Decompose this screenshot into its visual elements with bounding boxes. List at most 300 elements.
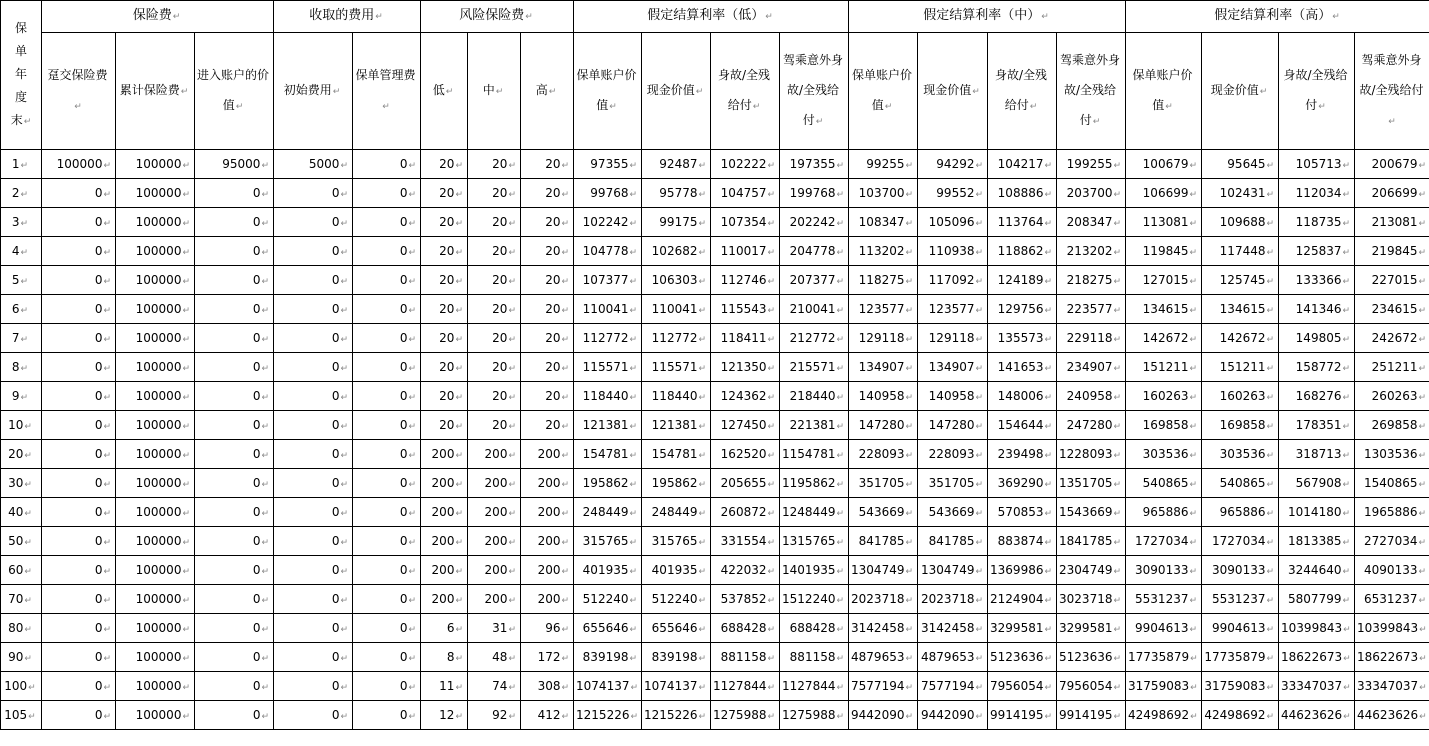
paragraph-mark: ↵ (340, 335, 348, 345)
paragraph-mark: ↵ (508, 422, 516, 432)
cell-value: 169858 (1219, 418, 1266, 432)
table-cell (711, 353, 780, 382)
cell-value: 160263 (1142, 389, 1189, 403)
cell-value: 1351705 (1059, 476, 1113, 490)
paragraph-mark: ↵ (1266, 364, 1275, 374)
cell-value: 11 (439, 679, 455, 693)
paragraph-mark: ↵ (508, 393, 516, 403)
header-low-accident-benefit: 驾乘意外身故/全残给付↵ (780, 33, 849, 150)
table-cell (195, 614, 274, 643)
paragraph-mark: ↵ (340, 625, 348, 635)
cell-value: 543669 (928, 505, 975, 519)
paragraph-mark: ↵ (455, 422, 463, 432)
paragraph-mark: ↵ (767, 277, 776, 287)
paragraph-mark: ↵ (1113, 451, 1122, 461)
cell-value: 20 (545, 157, 561, 171)
table-cell (574, 353, 642, 382)
table-cell (642, 527, 711, 556)
cell-value: 20 (545, 186, 561, 200)
table-cell (421, 266, 468, 295)
cell-value: 99552 (936, 186, 975, 200)
cell-value: 8 (11, 360, 20, 374)
paragraph-mark: ↵ (24, 654, 32, 664)
table-cell (918, 498, 988, 527)
cell-value: 0 (252, 244, 261, 258)
cell-value: 102222 (720, 157, 767, 171)
cell-value: 228093 (858, 447, 905, 461)
table-cell (353, 556, 421, 585)
table-cell (711, 266, 780, 295)
table-cell (1126, 498, 1202, 527)
paragraph-mark: ↵ (561, 596, 570, 606)
paragraph-mark: ↵ (629, 277, 638, 287)
paragraph-mark: ↵ (836, 248, 845, 258)
table-cell (574, 295, 642, 324)
paragraph-mark: ↵ (767, 480, 776, 490)
paragraph-mark: ↵ (182, 219, 190, 229)
table-cell (274, 614, 353, 643)
cell-value: 195862 (582, 476, 629, 490)
paragraph-mark: ↵ (698, 596, 707, 606)
table-cell (574, 179, 642, 208)
table-cell (574, 382, 642, 411)
cell-value: 204778 (789, 244, 836, 258)
table-cell (711, 208, 780, 237)
cell-value: 213081 (1371, 215, 1418, 229)
table-cell (274, 324, 353, 353)
paragraph-mark: ↵ (1190, 712, 1198, 722)
header-mid-death-benefit: 身故/全残给付↵ (988, 33, 1057, 150)
table-cell (353, 411, 421, 440)
table-row (1, 324, 1429, 353)
table-cell (1057, 469, 1126, 498)
cell-value: 110041 (582, 302, 629, 316)
paragraph-mark: ↵ (24, 625, 32, 635)
table-cell (918, 614, 988, 643)
table-cell (918, 266, 988, 295)
paragraph-mark: ↵ (1266, 567, 1275, 577)
cell-value: 570853 (997, 505, 1044, 519)
table-cell (195, 585, 274, 614)
paragraph-mark: ↵ (1189, 364, 1198, 374)
paragraph-mark: ↵ (1342, 190, 1351, 200)
table-cell (918, 585, 988, 614)
cell-value: 100000 (135, 273, 182, 287)
cell-value: 20 (439, 273, 455, 287)
paragraph-mark: ↵ (836, 451, 845, 461)
cell-value: 881158 (720, 650, 767, 664)
table-cell (468, 701, 521, 730)
cell-value: 123577 (858, 302, 905, 316)
paragraph-mark: ↵ (103, 596, 111, 606)
cell-value: 1512240 (782, 592, 836, 606)
table-cell (918, 324, 988, 353)
table-cell (988, 266, 1057, 295)
cell-value: 0 (94, 418, 103, 432)
table-cell (1355, 353, 1429, 382)
table-row (1, 411, 1429, 440)
policy-year-cell (1, 324, 42, 353)
table-cell (1126, 469, 1202, 498)
table-cell (918, 556, 988, 585)
cell-value: 12 (439, 708, 455, 722)
cell-value: 4 (11, 244, 20, 258)
cell-value: 134907 (928, 360, 975, 374)
cell-value: 229118 (1066, 331, 1113, 345)
table-cell (1057, 556, 1126, 585)
paragraph-mark: ↵ (975, 219, 984, 229)
cell-value: 0 (252, 563, 261, 577)
table-row (1, 150, 1429, 179)
table-cell (1279, 237, 1355, 266)
paragraph-mark: ↵ (905, 654, 914, 664)
table-cell (353, 614, 421, 643)
cell-value: 118862 (997, 244, 1044, 258)
cell-value: 100000 (135, 157, 182, 171)
cell-value: 200 (484, 447, 508, 461)
paragraph-mark: ↵ (836, 567, 845, 577)
cell-value: 121381 (582, 418, 629, 432)
paragraph-mark: ↵ (261, 509, 269, 519)
paragraph-mark: ↵ (975, 393, 984, 403)
cell-value: 199255 (1066, 157, 1113, 171)
table-cell (1279, 353, 1355, 382)
cell-value: 100000 (135, 418, 182, 432)
paragraph-mark: ↵ (767, 248, 776, 258)
cell-value: 44623626 (1357, 708, 1419, 722)
cell-value: 103700 (858, 186, 905, 200)
paragraph-mark: ↵ (1418, 509, 1427, 519)
table-cell (780, 179, 849, 208)
cell-value: 3244640 (1288, 563, 1342, 577)
table-cell (353, 237, 421, 266)
header-mid-rate-group: 假定结算利率（中）↵ (849, 1, 1126, 33)
cell-value: 221381 (789, 418, 836, 432)
paragraph-mark: ↵ (340, 538, 348, 548)
paragraph-mark: ↵ (340, 567, 348, 577)
table-cell (521, 469, 574, 498)
paragraph-mark: ↵ (103, 364, 111, 374)
paragraph-mark: ↵ (698, 422, 707, 432)
table-cell (849, 440, 918, 469)
paragraph-mark: ↵ (340, 509, 348, 519)
paragraph-mark: ↵ (340, 596, 348, 606)
cell-value: 1304749 (851, 563, 905, 577)
table-cell (521, 150, 574, 179)
cell-value: 100000 (135, 563, 182, 577)
table-cell (468, 643, 521, 672)
cell-value: 100000 (135, 244, 182, 258)
table-cell (274, 295, 353, 324)
cell-value: 0 (331, 302, 340, 316)
paragraph-mark: ↵ (561, 625, 570, 635)
table-cell (988, 556, 1057, 585)
cell-value: 0 (252, 215, 261, 229)
table-cell (274, 498, 353, 527)
cell-value: 112746 (720, 273, 767, 287)
paragraph-mark: ↵ (836, 364, 845, 374)
cell-value: 20 (439, 215, 455, 229)
table-cell (1126, 324, 1202, 353)
paragraph-mark: ↵ (1342, 393, 1351, 403)
table-cell (849, 208, 918, 237)
paragraph-mark: ↵ (340, 393, 348, 403)
paragraph-mark: ↵ (261, 306, 269, 316)
paragraph-mark: ↵ (455, 161, 463, 171)
paragraph-mark: ↵ (836, 683, 845, 693)
policy-year-cell (1, 672, 42, 701)
paragraph-mark: ↵ (508, 625, 516, 635)
cell-value: 205655 (720, 476, 767, 490)
cell-value: 106303 (651, 273, 698, 287)
paragraph-mark: ↵ (1418, 393, 1427, 403)
cell-value: 227015 (1371, 273, 1418, 287)
cell-value: 540865 (1219, 476, 1266, 490)
paragraph-mark: ↵ (1343, 654, 1351, 664)
table-cell (574, 324, 642, 353)
table-cell (195, 237, 274, 266)
table-cell (421, 440, 468, 469)
table-cell (468, 469, 521, 498)
cell-value: 0 (252, 679, 261, 693)
table-cell (521, 179, 574, 208)
table-cell (1279, 556, 1355, 585)
cell-value: 117448 (1219, 244, 1266, 258)
table-cell (1126, 382, 1202, 411)
cell-value: 0 (331, 679, 340, 693)
table-cell (574, 643, 642, 672)
table-cell (849, 382, 918, 411)
cell-value: 0 (94, 215, 103, 229)
paragraph-mark: ↵ (1044, 538, 1053, 548)
year-char: 末↵ (10, 112, 32, 127)
table-cell (1202, 614, 1279, 643)
cell-value: 0 (252, 505, 261, 519)
paragraph-mark: ↵ (508, 654, 516, 664)
paragraph-mark: ↵ (1044, 219, 1053, 229)
paragraph-mark: ↵ (1419, 712, 1427, 722)
paragraph-mark: ↵ (24, 509, 32, 519)
table-cell (642, 411, 711, 440)
paragraph-mark: ↵ (408, 190, 416, 200)
table-cell (1126, 527, 1202, 556)
paragraph-mark: ↵ (1113, 509, 1122, 519)
cell-value: 1127844 (782, 679, 836, 693)
paragraph-mark: ↵ (905, 683, 914, 693)
table-cell (116, 179, 195, 208)
cell-value: 17735879 (1128, 650, 1190, 664)
paragraph-mark: ↵ (455, 393, 463, 403)
paragraph-mark: ↵ (455, 248, 463, 258)
header-high-rate-group: 假定结算利率（高）↵ (1126, 1, 1429, 33)
table-cell (1126, 701, 1202, 730)
paragraph-mark: ↵ (629, 335, 638, 345)
table-cell (421, 498, 468, 527)
paragraph-mark: ↵ (182, 248, 190, 258)
paragraph-mark: ↵ (1189, 219, 1198, 229)
table-cell (1057, 614, 1126, 643)
cell-value: 4879653 (921, 650, 975, 664)
cell-value: 251211 (1371, 360, 1418, 374)
paragraph-mark: ↵ (408, 509, 416, 519)
cell-value: 3299581 (990, 621, 1044, 635)
cell-value: 142672 (1142, 331, 1189, 345)
cell-value: 5531237 (1212, 592, 1266, 606)
paragraph-mark: ↵ (408, 538, 416, 548)
cell-value: 92 (492, 708, 508, 722)
paragraph-mark: ↵ (767, 509, 776, 519)
cell-value: 0 (331, 534, 340, 548)
table-cell (780, 324, 849, 353)
table-cell (353, 643, 421, 672)
cell-value: 1228093 (1059, 447, 1113, 461)
table-cell (988, 237, 1057, 266)
paragraph-mark: ↵ (1342, 596, 1351, 606)
cell-value: 0 (252, 418, 261, 432)
cell-value: 2 (11, 186, 20, 200)
table-cell (195, 295, 274, 324)
paragraph-mark: ↵ (1189, 248, 1198, 258)
year-char: 度 (14, 89, 27, 104)
paragraph-mark: ↵ (698, 654, 707, 664)
cell-value: 100000 (135, 186, 182, 200)
table-cell (711, 411, 780, 440)
cell-value: 0 (94, 621, 103, 635)
paragraph-mark: ↵ (24, 567, 32, 577)
cell-value: 200 (431, 563, 455, 577)
cell-value: 7577194 (851, 679, 905, 693)
table-cell (521, 556, 574, 585)
cell-value: 1215226 (576, 708, 630, 722)
paragraph-mark: ↵ (182, 509, 190, 519)
table-cell (849, 179, 918, 208)
paragraph-mark: ↵ (905, 480, 914, 490)
table-cell (574, 585, 642, 614)
paragraph-mark: ↵ (408, 451, 416, 461)
table-cell (849, 324, 918, 353)
paragraph-mark: ↵ (261, 335, 269, 345)
table-cell (195, 440, 274, 469)
paragraph-mark: ↵ (408, 567, 416, 577)
cell-value: 20 (545, 302, 561, 316)
cell-value: 20 (545, 215, 561, 229)
table-row (1, 585, 1429, 614)
cell-value: 655646 (582, 621, 629, 635)
paragraph-mark: ↵ (1266, 306, 1275, 316)
table-cell (42, 382, 116, 411)
table-row (1, 353, 1429, 382)
paragraph-mark: ↵ (767, 306, 776, 316)
table-cell (780, 295, 849, 324)
table-cell (711, 295, 780, 324)
cell-value: 223577 (1066, 302, 1113, 316)
paragraph-mark: ↵ (408, 161, 416, 171)
paragraph-mark: ↵ (455, 538, 463, 548)
paragraph-mark: ↵ (1342, 567, 1351, 577)
paragraph-mark: ↵ (1189, 306, 1198, 316)
table-cell (1355, 440, 1429, 469)
table-cell (1279, 672, 1355, 701)
cell-value: 112772 (582, 331, 629, 345)
paragraph-mark: ↵ (1113, 683, 1122, 693)
table-cell (1279, 701, 1355, 730)
cell-value: 303536 (1219, 447, 1266, 461)
cell-value: 20 (439, 418, 455, 432)
table-cell (468, 150, 521, 179)
table-cell (421, 382, 468, 411)
cell-value: 200 (537, 476, 561, 490)
table-cell (711, 469, 780, 498)
paragraph-mark: ↵ (629, 596, 638, 606)
cell-value: 115571 (651, 360, 698, 374)
table-cell (421, 353, 468, 382)
table-cell (1057, 498, 1126, 527)
table-cell (1355, 585, 1429, 614)
cell-value: 10399843 (1357, 621, 1419, 635)
cell-value: 20 (545, 244, 561, 258)
cell-value: 100000 (135, 708, 182, 722)
paragraph-mark: ↵ (629, 219, 638, 229)
paragraph-mark: ↵ (508, 567, 516, 577)
cell-value: 105713 (1295, 157, 1342, 171)
paragraph-mark: ↵ (905, 248, 914, 258)
paragraph-mark: ↵ (905, 596, 914, 606)
cell-value: 20 (492, 389, 508, 403)
cell-value: 3299581 (1059, 621, 1113, 635)
paragraph-mark: ↵ (508, 277, 516, 287)
cell-value: 9442090 (921, 708, 975, 722)
cell-value: 127450 (720, 418, 767, 432)
table-row (1, 266, 1429, 295)
policy-year-cell (1, 266, 42, 295)
table-cell (42, 498, 116, 527)
cell-value: 9914195 (990, 708, 1044, 722)
policy-year-cell (1, 411, 42, 440)
paragraph-mark: ↵ (103, 335, 111, 345)
cell-value: 0 (331, 447, 340, 461)
table-cell (1279, 469, 1355, 498)
header-high-cash-value: 现金价值↵ (1202, 33, 1279, 150)
paragraph-mark: ↵ (508, 712, 516, 722)
table-cell (274, 672, 353, 701)
paragraph-mark: ↵ (905, 393, 914, 403)
paragraph-mark: ↵ (20, 364, 29, 374)
cell-value: 168276 (1295, 389, 1342, 403)
table-cell (1355, 208, 1429, 237)
table-cell (1355, 672, 1429, 701)
cell-value: 5123636 (990, 650, 1044, 664)
paragraph-mark: ↵ (1044, 625, 1053, 635)
table-cell (642, 295, 711, 324)
cell-value: 0 (399, 563, 408, 577)
table-cell (353, 527, 421, 556)
table-row (1, 237, 1429, 266)
cell-value: 31759083 (1128, 679, 1190, 693)
table-cell (849, 411, 918, 440)
paragraph-mark: ↵ (508, 306, 516, 316)
table-body (1, 150, 1429, 730)
cell-value: 9914195 (1059, 708, 1113, 722)
table-cell (468, 295, 521, 324)
paragraph-mark: ↵ (629, 364, 638, 374)
paragraph-mark: ↵ (455, 712, 463, 722)
table-cell (421, 527, 468, 556)
table-cell (421, 179, 468, 208)
table-cell (711, 179, 780, 208)
cell-value: 133366 (1295, 273, 1342, 287)
table-cell (42, 353, 116, 382)
table-cell (780, 411, 849, 440)
